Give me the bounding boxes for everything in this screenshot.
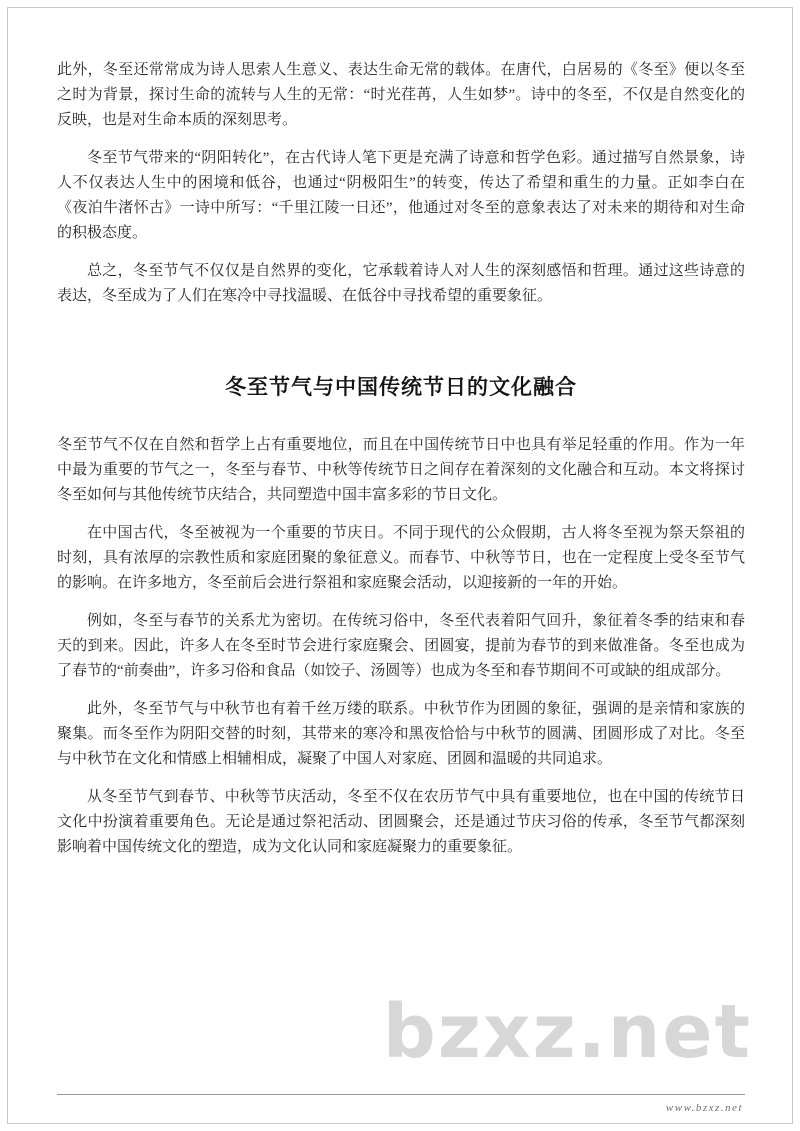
paragraph: 此外，冬至还常常成为诗人思索人生意义、表达生命无常的载体。在唐代，白居易的《冬至》便以冬至之时为背景，探讨生命的流转与人生的无常：“时光荏苒，人生如梦”。诗中的冬至，不仅是自然变化的反映，也是对生命本质的深刻思考。 <box>57 62 745 128</box>
paragraph: 此外，冬至节气与中秋节也有着千丝万缕的联系。中秋节作为团圆的象征，强调的是亲情和家族的聚集。而冬至作为阴阳交替的时刻，其带来的寒冷和黑夜恰恰与中秋节的圆满、团圆形成了对比。冬至与中秋节在文化和情感上相辅相成，凝聚了中国人对家庭、团圆和温暖的共同追求。 <box>57 701 745 767</box>
paragraph: 总之，冬至节气不仅仅是自然界的变化，它承载着诗人对人生的深刻感悟和哲理。通过这些诗意的表达，冬至成为了人们在寒冷中寻找温暖、在低谷中寻找希望的重要象征。 <box>57 263 745 304</box>
footer-url: www.bzxz.net <box>665 1102 743 1114</box>
article-title: 冬至节气与中国传统节日的文化融合 <box>225 376 577 399</box>
page-content <box>57 58 745 873</box>
paragraph: 冬至节气不仅在自然和哲学上占有重要地位，而且在中国传统节日中也具有举足轻重的作用。作为一年中最为重要的节气之一，冬至与春节、中秋等传统节日之间存在着深刻的文化融合和互动。本文将探讨冬至如何与其他传统节庆结合，共同塑造中国丰富多彩的节日文化。 <box>57 437 745 503</box>
watermark-text: bzxz.net <box>382 989 752 1075</box>
main-article-section <box>57 433 745 860</box>
paragraph: 从冬至节气到春节、中秋等节庆活动，冬至不仅在农历节气中具有重要地位，也在中国的传统节日文化中扮演着重要角色。无论是通过祭祀活动、团圆聚会，还是通过节庆习俗的传承，冬至节气都深刻影响着中国传统文化的塑造，成为文化认同和家庭凝聚力的重要象征。 <box>57 789 745 855</box>
previous-article-section <box>57 58 745 309</box>
paragraph: 在中国古代，冬至被视为一个重要的节庆日。不同于现代的公众假期，古人将冬至视为祭天祭祖的时刻，具有浓厚的宗教性质和家庭团聚的象征意义。而春节、中秋等节日，也在一定程度上受冬至节气的影响。在许多地方，冬至前后会进行祭祖和家庭聚会活动，以迎接新的一年的开始。 <box>57 525 745 591</box>
paragraph: 冬至节气带来的“阴阳转化”，在古代诗人笔下更是充满了诗意和哲学色彩。通过描写自然景象，诗人不仅表达人生中的困境和低谷，也通过“阴极阳生”的转变，传达了希望和重生的力量。正如李白在《夜泊牛渚怀古》一诗中所写：“千里江陵一日还”，他通过对冬至的意象表达了对未来的期待和对生命的积极态度。 <box>57 150 745 241</box>
footer-divider <box>57 1094 745 1095</box>
paragraph: 例如，冬至与春节的关系尤为密切。在传统习俗中，冬至代表着阳气回升，象征着冬季的结束和春天的到来。因此，许多人在冬至时节会进行家庭聚会、团圆宴，提前为春节的到来做准备。冬至也成为了春节的“前奏曲”，许多习俗和食品（如饺子、汤圆等）也成为冬至和春节期间不可或缺的组成部分。 <box>57 613 745 679</box>
